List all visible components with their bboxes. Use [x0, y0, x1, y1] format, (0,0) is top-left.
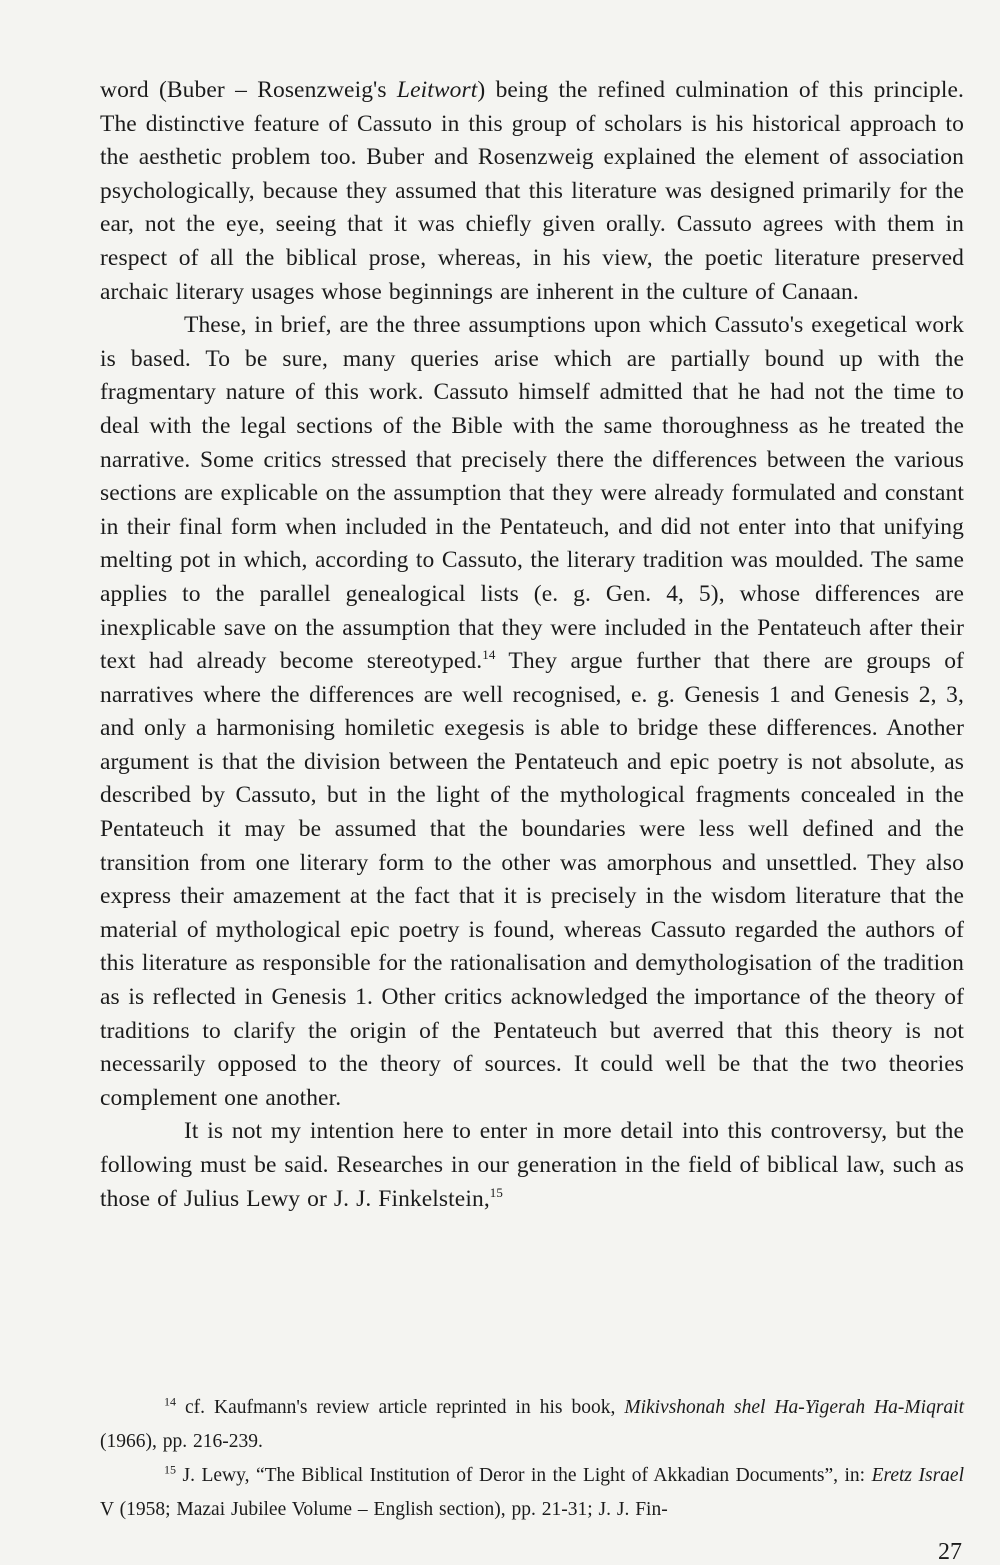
- main-text: [100, 74, 964, 1216]
- footnote-15: [100, 1459, 964, 1527]
- paragraph-2: [100, 309, 964, 1115]
- paragraph-text: ) being the refined culmination of this principle. The distinctive feature of Cassuto in this group of scholars is his historical approach to the aesthetic problem too. Buber and Rosenzweig explained the element of association psychologically, because they assumed that this literature was designed primarily for the ear, not the eye, seeing that it was chiefly given orally. Cassuto agrees with them in respect of all the biblical prose, whereas, in his view, the poetic literature preserved archaic literary usages whose beginnings are inherent in the culture of Canaan.: [100, 77, 964, 305]
- journal-title: Eretz Israel: [871, 1465, 964, 1486]
- paragraph-text: It is not my intention here to enter in more detail into this controversy, but the following must be said. Researches in our generation in the field of biblical law, such as those of Julius Lewy or J. J. Finkelstein,: [100, 1118, 964, 1212]
- footnote-number: 15: [164, 1462, 176, 1477]
- footnote-text: cf. Kaufmann's review article reprinted in his book,: [176, 1397, 625, 1418]
- book-title: Mikivshonah shel Ha-Yigerah Ha-Miqrait: [624, 1397, 964, 1418]
- footnote-ref-14: 14: [482, 647, 496, 663]
- paragraph-text: word (Buber – Rosenzweig's: [100, 77, 397, 103]
- footnote-ref-15: 15: [489, 1184, 503, 1200]
- footnote-text: V (1958; Mazai Jubilee Volume – English section), pp. 21-31; J. J. Fin-: [100, 1499, 668, 1520]
- paragraph-text: These, in brief, are the three assumptions upon which Cassuto's exegetical work is based. To be sure, many queries arise which are partially bound up with the fragmentary nature of this work. Cassuto himself admitted that he had not the time to deal with the legal sections of the Bible with the same thoroughness as he treated the narrative. Some critics stressed that precisely there the differences between the various sections are explicable on the assumption that they were already formulated and constant in their final form when included in the Pentateuch, and did not enter into that unifying melting pot in which, according to Cassuto, the literary tradition was moulded. The same applies to the parallel genealogical lists (e. g. Gen. 4, 5), whose differences are inexplicable save on the assumption that they were included in the Pentateuch after their text had already become stereotyped.: [100, 312, 964, 675]
- footnote-text: J. Lewy, “The Biblical Institution of Deror in the Light of Akkadian Documents”, in:: [176, 1465, 872, 1486]
- footnote-text: (1966), pp. 216-239.: [100, 1431, 263, 1452]
- paragraph-3: [100, 1115, 964, 1216]
- footnotes: [100, 1391, 964, 1527]
- italic-term: Leitwort: [396, 77, 478, 103]
- footnote-14: [100, 1391, 964, 1459]
- paragraph-1: [100, 74, 964, 309]
- page-number: 27: [938, 1539, 962, 1565]
- paragraph-text: They argue further that there are groups of narratives where the differences are well recognised, e. g. Genesis 1 and Genesis 2, 3, and only a harmonising homiletic exegesis is able to bridge these differences. Another argument is that the division between the Pentateuch and epic poetry is not absolute, as described by Cassuto, but in the light of the mythological fragments concealed in the Pentateuch it may be assumed that the boundaries were less well defined and the transition from one literary form to the other was amorphous and unsettled. They also express their amazement at the fact that it is precisely in the wisdom literature that the material of mythological epic poetry is found, whereas Cassuto regarded the authors of this literature as responsible for the rationalisation and demythologisation of the tradition as is reflected in Genesis 1. Other critics acknowledged the importance of the theory of traditions to clarify the origin of the Pentateuch but averred that this theory is not necessarily opposed to the theory of sources. It could well be that the two theories complement one another.: [100, 648, 964, 1111]
- footnote-number: 14: [164, 1394, 176, 1409]
